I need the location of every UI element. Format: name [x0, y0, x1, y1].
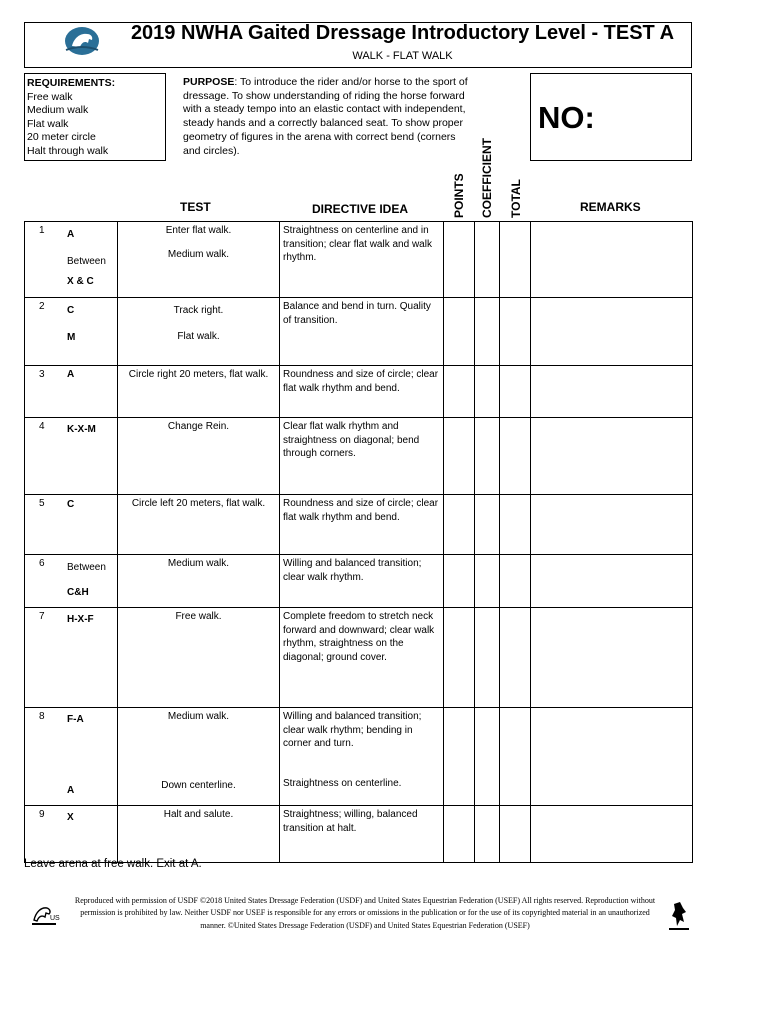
- total-cell[interactable]: [500, 806, 531, 863]
- movement-cell: [25, 298, 118, 366]
- movement-marker: Between: [67, 562, 106, 573]
- coefficient-cell: [475, 708, 500, 806]
- row-number: 8: [39, 711, 45, 722]
- test-text: Change Rein.: [167, 421, 230, 432]
- row-number: 4: [39, 421, 45, 432]
- total-cell[interactable]: [500, 708, 531, 806]
- test-text: Track right.: [173, 305, 224, 316]
- directive-text: Balance and bend in turn. Quality of transition.: [283, 301, 431, 326]
- table-row: [25, 555, 693, 608]
- table-row: [25, 495, 693, 555]
- test-cell: [118, 298, 280, 366]
- directive-text: Straightness; willing, balanced transition at halt.: [283, 809, 418, 834]
- total-cell[interactable]: [500, 555, 531, 608]
- test-text: Circle left 20 meters, flat walk.: [131, 498, 266, 509]
- directive-cell: [280, 608, 444, 708]
- requirement-item: Halt through walk: [27, 144, 109, 157]
- directive-text: Willing and balanced transition; clear walk rhythm; bending in corner and turn.: [283, 711, 422, 750]
- movement-marker: M: [67, 332, 76, 343]
- test-text: Enter flat walk.: [165, 225, 232, 236]
- movement-marker: X: [67, 812, 74, 823]
- remarks-cell[interactable]: [531, 608, 693, 708]
- total-cell[interactable]: [500, 298, 531, 366]
- test-cell: [118, 608, 280, 708]
- directive-cell: [280, 806, 444, 863]
- movement-cell: [25, 608, 118, 708]
- total-cell[interactable]: [500, 366, 531, 418]
- coefficient-cell: [475, 418, 500, 495]
- movement-cell: [25, 806, 118, 863]
- usdf-logo-icon: [28, 900, 60, 928]
- svg-text:US: US: [50, 915, 60, 922]
- points-cell[interactable]: [444, 608, 475, 708]
- movement-cell: [25, 495, 118, 555]
- directive-text: Roundness and size of circle; clear flat walk rhythm and bend.: [283, 369, 439, 394]
- directive-cell: [280, 555, 444, 608]
- test-text: Medium walk.: [167, 558, 230, 569]
- row-number: 6: [39, 558, 45, 569]
- test-text: Circle right 20 meters, flat walk.: [128, 369, 269, 380]
- requirement-item: Medium walk: [27, 104, 89, 116]
- remarks-cell[interactable]: [531, 366, 693, 418]
- movement-cell: [25, 418, 118, 495]
- coefficient-cell: [475, 806, 500, 863]
- test-text: Halt and salute.: [163, 809, 234, 820]
- movement-marker: A: [67, 369, 75, 380]
- table-row: [25, 298, 693, 366]
- points-cell[interactable]: [444, 298, 475, 366]
- remarks-cell[interactable]: [531, 222, 693, 298]
- column-header-coefficient: COEFFICIENT: [480, 138, 494, 218]
- total-cell[interactable]: [500, 495, 531, 555]
- requirement-item: Flat walk: [27, 117, 69, 130]
- directive-text: Clear flat walk rhythm and straightness on diagonal; bend through corners.: [283, 421, 420, 460]
- movement-marker: C: [67, 499, 75, 510]
- requirement-item: 20 meter circle: [27, 131, 96, 143]
- total-cell[interactable]: [500, 222, 531, 298]
- movement-marker: Between: [67, 256, 106, 267]
- remarks-cell[interactable]: [531, 495, 693, 555]
- points-cell[interactable]: [444, 495, 475, 555]
- movement-marker: K-X-M: [67, 424, 96, 435]
- points-cell[interactable]: [444, 555, 475, 608]
- coefficient-cell: [475, 222, 500, 298]
- directive-cell: [280, 418, 444, 495]
- coefficient-cell: [475, 366, 500, 418]
- column-header-directive: DIRECTIVE IDEA: [312, 202, 409, 216]
- movement-marker: F-A: [67, 714, 84, 725]
- purpose-text: [183, 76, 468, 158]
- coefficient-cell: [475, 298, 500, 366]
- directive-cell: [280, 495, 444, 555]
- remarks-cell[interactable]: [531, 806, 693, 863]
- table-row: [25, 608, 693, 708]
- table-row: [25, 806, 693, 863]
- movement-marker: A: [67, 785, 75, 796]
- movement-marker: H-X-F: [67, 614, 94, 625]
- test-cell: [118, 222, 280, 298]
- number-label: NO:: [538, 100, 595, 135]
- row-number: 5: [39, 498, 45, 509]
- directive-text: Straightness on centerline and in transition; clear flat walk and walk rhythm.: [283, 225, 432, 264]
- directive-text: Complete freedom to stretch neck forward and downward; clear walk rhythm, straightness on the diagonal; ground cover.: [283, 611, 435, 663]
- table-row: [25, 222, 693, 298]
- movement-cell: [25, 222, 118, 298]
- exit-instruction: Leave arena at free walk. Exit at A.: [24, 858, 202, 870]
- test-cell: [118, 555, 280, 608]
- points-cell[interactable]: [444, 366, 475, 418]
- test-text: Medium walk.: [167, 711, 230, 722]
- directive-cell: [280, 222, 444, 298]
- column-header-total: TOTAL: [509, 179, 523, 218]
- movement-cell: [25, 555, 118, 608]
- column-header-remarks: REMARKS: [580, 200, 641, 214]
- coefficient-cell: [475, 608, 500, 708]
- purpose-body: : To introduce the rider and/or horse to the sport of dressage. To show understanding of riding the horse forward with a steady tempo into an elastic contact with independent, steady hands and a correctly balanced seat. To show proper geometry of figures in the arena with correct bend (corners and circles).: [183, 76, 468, 157]
- directive-cell: [280, 708, 444, 806]
- row-number: 3: [39, 369, 45, 380]
- table-row: [25, 708, 693, 806]
- test-cell: [118, 366, 280, 418]
- requirement-item: Free walk: [27, 90, 73, 103]
- row-number: 1: [39, 225, 45, 236]
- remarks-cell[interactable]: [531, 555, 693, 608]
- movement-marker: A: [67, 229, 75, 240]
- test-text: Down centerline.: [161, 780, 236, 791]
- usef-logo-icon: [666, 900, 692, 932]
- movement-marker: X & C: [67, 276, 94, 287]
- points-cell[interactable]: [444, 418, 475, 495]
- test-text: Medium walk.: [167, 249, 230, 260]
- test-cell: [118, 708, 280, 806]
- purpose-label: PURPOSE: [183, 76, 235, 88]
- movement-cell: [25, 366, 118, 418]
- coefficient-cell: [475, 495, 500, 555]
- directive-text: Roundness and size of circle; clear flat walk rhythm and bend.: [283, 498, 439, 523]
- test-text: Flat walk.: [177, 331, 220, 342]
- total-cell[interactable]: [500, 418, 531, 495]
- directive-text: Willing and balanced transition; clear walk rhythm.: [283, 558, 422, 583]
- row-number: 2: [39, 301, 45, 312]
- requirements-heading: REQUIREMENTS:: [27, 77, 116, 89]
- table-row: [25, 366, 693, 418]
- nwha-logo-icon: [60, 24, 104, 58]
- row-number: 9: [39, 809, 45, 820]
- movement-marker: C&H: [67, 587, 89, 598]
- test-text: Free walk.: [175, 611, 222, 622]
- total-cell[interactable]: [500, 608, 531, 708]
- remarks-cell[interactable]: [531, 298, 693, 366]
- movement-cell: [25, 708, 118, 806]
- page-title: 2019 NWHA Gaited Dressage Introductory Level - TEST A: [130, 22, 675, 44]
- remarks-cell[interactable]: [531, 708, 693, 806]
- remarks-cell[interactable]: [531, 418, 693, 495]
- column-header-test: TEST: [180, 200, 211, 214]
- test-table: [24, 221, 693, 863]
- copyright-notice: Reproduced with permission of USDF ©2018 United States Dressage Federation (USDF) and United States Equestrian Federation (USEF) All rights reserved. Reproduction without permission is prohibited by law. Neither USDF nor USEF is responsible for any errors or omissions in the publication or for the use of its copyrighted material in an unauthorized manner. ©United States Dressage Federation (USDF) and United States Equestrian Federation (USEF): [74, 896, 656, 930]
- column-header-points: POINTS: [452, 173, 466, 218]
- test-cell: [118, 806, 280, 863]
- points-cell[interactable]: [444, 222, 475, 298]
- points-cell[interactable]: [444, 806, 475, 863]
- coefficient-cell: [475, 555, 500, 608]
- directive-cell: [280, 366, 444, 418]
- table-row: [25, 418, 693, 495]
- test-cell: [118, 495, 280, 555]
- row-number: 7: [39, 611, 45, 622]
- requirements-box: [24, 73, 166, 161]
- directive-text: Straightness on centerline.: [283, 778, 402, 789]
- test-cell: [118, 418, 280, 495]
- points-cell[interactable]: [444, 708, 475, 806]
- movement-marker: C: [67, 305, 75, 316]
- directive-cell: [280, 298, 444, 366]
- page-subtitle: WALK - FLAT WALK: [352, 50, 453, 62]
